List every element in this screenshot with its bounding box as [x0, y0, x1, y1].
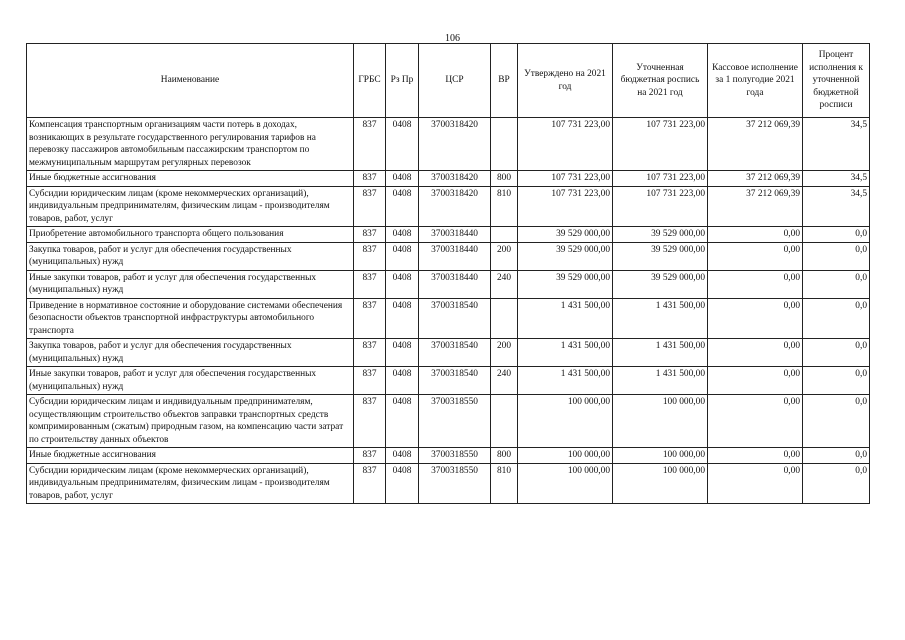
header-refined: Уточненная бюджетная роспись на 2021 год: [613, 44, 708, 118]
table-row: [27, 367, 870, 395]
cell-grbs: 837: [354, 395, 386, 448]
cell-refined: 107 731 223,00: [613, 186, 708, 227]
cell-percent: 34,5: [803, 171, 870, 187]
cell-refined: 100 000,00: [613, 395, 708, 448]
cell-name: Компенсация транспортным организациям части потерь в доходах, возникающих в результате государственного регулирования тарифов на перевозку пассажиров автомобильным пассажирским транспортом по межмуниципальным маршрутам регулярных перевозок: [27, 118, 354, 171]
cell-grbs: 837: [354, 171, 386, 187]
cell-vr: 200: [491, 339, 518, 367]
cell-approved: 100 000,00: [518, 463, 613, 504]
cell-name: Иные закупки товаров, работ и услуг для обеспечения государственных (муниципальных) нужд: [27, 270, 354, 298]
header-name: Наименование: [27, 44, 354, 118]
header-row: [27, 44, 870, 118]
cell-rzpr: 0408: [386, 339, 419, 367]
cell-approved: 1 431 500,00: [518, 298, 613, 339]
cell-vr: [491, 227, 518, 243]
cell-percent: 34,5: [803, 118, 870, 171]
cell-vr: 800: [491, 448, 518, 464]
table-row: [27, 339, 870, 367]
cell-cash: 0,00: [708, 298, 803, 339]
cell-vr: 810: [491, 463, 518, 504]
cell-refined: 100 000,00: [613, 463, 708, 504]
cell-cash: 0,00: [708, 463, 803, 504]
cell-refined: 1 431 500,00: [613, 339, 708, 367]
cell-vr: 240: [491, 367, 518, 395]
cell-grbs: 837: [354, 339, 386, 367]
header-csr: ЦСР: [419, 44, 491, 118]
cell-cash: 0,00: [708, 367, 803, 395]
cell-name: Закупка товаров, работ и услуг для обеспечения государственных (муниципальных) нужд: [27, 339, 354, 367]
cell-csr: 3700318550: [419, 448, 491, 464]
cell-grbs: 837: [354, 298, 386, 339]
cell-grbs: 837: [354, 448, 386, 464]
cell-approved: 107 731 223,00: [518, 171, 613, 187]
cell-cash: 0,00: [708, 339, 803, 367]
cell-approved: 39 529 000,00: [518, 242, 613, 270]
table-row: [27, 448, 870, 464]
cell-csr: 3700318540: [419, 367, 491, 395]
cell-rzpr: 0408: [386, 448, 419, 464]
cell-csr: 3700318550: [419, 463, 491, 504]
cell-grbs: 837: [354, 270, 386, 298]
cell-csr: 3700318420: [419, 186, 491, 227]
cell-rzpr: 0408: [386, 118, 419, 171]
cell-approved: 1 431 500,00: [518, 339, 613, 367]
cell-rzpr: 0408: [386, 186, 419, 227]
table-row: [27, 171, 870, 187]
header-cash: Кассовое исполнение за 1 полугодие 2021 года: [708, 44, 803, 118]
cell-grbs: 837: [354, 463, 386, 504]
cell-percent: 0,0: [803, 395, 870, 448]
table-row: [27, 227, 870, 243]
cell-percent: 0,0: [803, 242, 870, 270]
table-row: [27, 118, 870, 171]
cell-name: Иные закупки товаров, работ и услуг для обеспечения государственных (муниципальных) нужд: [27, 367, 354, 395]
cell-approved: 100 000,00: [518, 395, 613, 448]
cell-cash: 0,00: [708, 242, 803, 270]
cell-percent: 0,0: [803, 463, 870, 504]
cell-rzpr: 0408: [386, 367, 419, 395]
cell-cash: 0,00: [708, 270, 803, 298]
cell-vr: 200: [491, 242, 518, 270]
cell-percent: 0,0: [803, 367, 870, 395]
cell-approved: 100 000,00: [518, 448, 613, 464]
cell-cash: 0,00: [708, 448, 803, 464]
cell-percent: 0,0: [803, 227, 870, 243]
table-row: [27, 298, 870, 339]
cell-vr: [491, 118, 518, 171]
cell-name: Закупка товаров, работ и услуг для обеспечения государственных (муниципальных) нужд: [27, 242, 354, 270]
cell-refined: 1 431 500,00: [613, 367, 708, 395]
header-rzpr: Рз Пр: [386, 44, 419, 118]
page-number: 106: [445, 33, 460, 44]
cell-csr: 3700318440: [419, 270, 491, 298]
cell-percent: 0,0: [803, 298, 870, 339]
cell-rzpr: 0408: [386, 463, 419, 504]
table-row: [27, 463, 870, 504]
cell-cash: 0,00: [708, 227, 803, 243]
cell-grbs: 837: [354, 242, 386, 270]
cell-rzpr: 0408: [386, 270, 419, 298]
table-row: [27, 242, 870, 270]
cell-cash: 37 212 069,39: [708, 118, 803, 171]
cell-cash: 0,00: [708, 395, 803, 448]
cell-refined: 107 731 223,00: [613, 171, 708, 187]
cell-approved: 1 431 500,00: [518, 367, 613, 395]
cell-csr: 3700318440: [419, 242, 491, 270]
cell-refined: 107 731 223,00: [613, 118, 708, 171]
table-row: [27, 186, 870, 227]
cell-percent: 0,0: [803, 270, 870, 298]
cell-csr: 3700318540: [419, 298, 491, 339]
cell-name: Субсидии юридическим лицам (кроме некоммерческих организаций), индивидуальным предпринимателям, физическим лицам - производителям товаров, работ, услуг: [27, 186, 354, 227]
cell-rzpr: 0408: [386, 298, 419, 339]
table-row: [27, 395, 870, 448]
cell-vr: 810: [491, 186, 518, 227]
cell-name: Иные бюджетные ассигнования: [27, 448, 354, 464]
cell-grbs: 837: [354, 367, 386, 395]
cell-grbs: 837: [354, 118, 386, 171]
cell-vr: [491, 298, 518, 339]
cell-refined: 39 529 000,00: [613, 227, 708, 243]
cell-cash: 37 212 069,39: [708, 171, 803, 187]
cell-approved: 107 731 223,00: [518, 186, 613, 227]
cell-rzpr: 0408: [386, 171, 419, 187]
cell-percent: 0,0: [803, 339, 870, 367]
cell-refined: 100 000,00: [613, 448, 708, 464]
cell-approved: 39 529 000,00: [518, 270, 613, 298]
header-grbs: ГРБС: [354, 44, 386, 118]
cell-vr: 800: [491, 171, 518, 187]
cell-grbs: 837: [354, 186, 386, 227]
header-percent: Процент исполнения к уточненной бюджетной росписи: [803, 44, 870, 118]
cell-vr: 240: [491, 270, 518, 298]
cell-csr: 3700318540: [419, 339, 491, 367]
cell-rzpr: 0408: [386, 242, 419, 270]
cell-grbs: 837: [354, 227, 386, 243]
cell-cash: 37 212 069,39: [708, 186, 803, 227]
budget-table: [26, 43, 870, 504]
cell-rzpr: 0408: [386, 395, 419, 448]
table-row: [27, 270, 870, 298]
cell-name: Субсидии юридическим лицам (кроме некоммерческих организаций), индивидуальным предпринимателям, физическим лицам - производителям товаров, работ, услуг: [27, 463, 354, 504]
cell-refined: 39 529 000,00: [613, 270, 708, 298]
header-approved: Утверждено на 2021 год: [518, 44, 613, 118]
cell-csr: 3700318550: [419, 395, 491, 448]
cell-csr: 3700318440: [419, 227, 491, 243]
cell-percent: 0,0: [803, 448, 870, 464]
cell-approved: 107 731 223,00: [518, 118, 613, 171]
cell-percent: 34,5: [803, 186, 870, 227]
cell-name: Приобретение автомобильного транспорта общего пользования: [27, 227, 354, 243]
header-vr: ВР: [491, 44, 518, 118]
cell-name: Иные бюджетные ассигнования: [27, 171, 354, 187]
cell-name: Приведение в нормативное состояние и оборудование системами обеспечения безопасности объектов транспортной инфраструктуры автомобильного транспорта: [27, 298, 354, 339]
cell-name: Субсидии юридическим лицам и индивидуальным предпринимателям, осуществляющим строительство объектов заправки транспортных средств компримированным (сжатым) природным газом, на компенсацию части затрат по строительству данных объектов: [27, 395, 354, 448]
cell-csr: 3700318420: [419, 118, 491, 171]
cell-approved: 39 529 000,00: [518, 227, 613, 243]
cell-refined: 1 431 500,00: [613, 298, 708, 339]
cell-refined: 39 529 000,00: [613, 242, 708, 270]
cell-vr: [491, 395, 518, 448]
cell-csr: 3700318420: [419, 171, 491, 187]
cell-rzpr: 0408: [386, 227, 419, 243]
